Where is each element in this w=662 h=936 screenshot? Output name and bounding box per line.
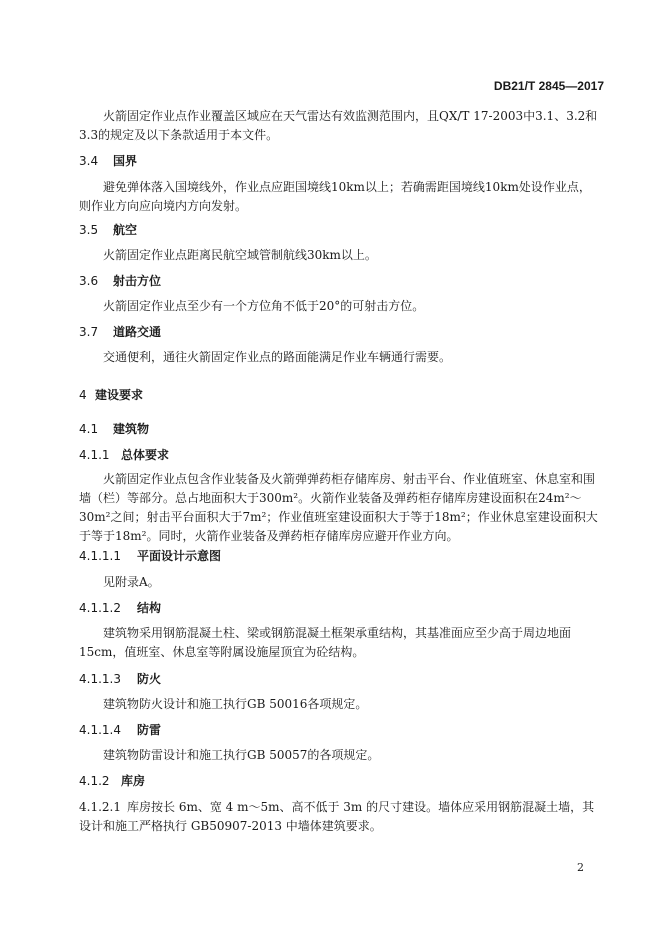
- section-4-1-1-body: 火箭固定作业点包含作业装备及火箭弹弹药柜存储库房、射击平台、作业值班室、休息室和围墙（栏）等部分。总占地面积大于300m²。火箭作业装备及弹药柜存储库房建设面积在24m²～30m²之间；射击平台面积大于7m²；作业值班室建设面积大于等于18m²；作业休息室建设面积大于等于18m²。同时，火箭作业装备及弹药柜存储库房应避开作业方向。: [79, 472, 598, 543]
- section-number: 3.6: [79, 274, 99, 288]
- section-title: 建筑物: [113, 422, 150, 436]
- section-title: 道路交通: [113, 325, 162, 339]
- section-4-1-1-3-heading: [79, 670, 161, 687]
- document-code: DB21/T 2845—2017: [493, 79, 604, 93]
- section-number: 4.1.2: [79, 774, 110, 788]
- section-3-5-heading: [79, 221, 137, 238]
- section-number: 3.5: [79, 223, 99, 237]
- section-3-6-heading: [79, 272, 161, 289]
- section-title: 平面设计示意图: [137, 549, 222, 563]
- section-3-6-body: 火箭固定作业点至少有一个方位角不低于20°的可射击方位。: [103, 299, 425, 313]
- section-4-1-1-2-heading: [79, 599, 161, 616]
- section-3-4-heading: [79, 152, 137, 169]
- section-number: 4.1.1.3: [79, 672, 121, 686]
- section-4-1-1-4-body: 建筑物防雷设计和施工执行GB 50057的各项规定。: [103, 748, 380, 762]
- section-title: 建设要求: [95, 388, 144, 402]
- section-number: 4.1.1.2: [79, 601, 121, 615]
- section-3-7-body: 交通便利，通往火箭固定作业点的路面能满足作业车辆通行需要。: [103, 350, 452, 364]
- section-3-5-body: 火箭固定作业点距离民航空域管制航线30km以上。: [103, 248, 377, 262]
- section-title: 结构: [137, 601, 162, 615]
- section-4-1-1-1-body: 见附录A。: [103, 575, 160, 589]
- section-title: 射击方位: [113, 274, 162, 288]
- section-title: 防雷: [137, 723, 162, 737]
- section-title: 库房: [121, 774, 146, 788]
- section-number: 4.1: [79, 422, 99, 436]
- section-4-1-1-2-body: 建筑物采用钢筋混凝土柱、梁或钢筋混凝土框架承重结构，其基准面应至少高于周边地面15cm，值班室、休息室等附属设施屋顶宜为砼结构。: [79, 626, 572, 659]
- intro-paragraph: 火箭固定作业点作业覆盖区域应在天气雷达有效监测范围内，且QX/T 17-2003中3.1、3.2和3.3的规定及以下条款适用于本文件。: [79, 109, 598, 142]
- section-title: 总体要求: [121, 448, 170, 462]
- section-4-1-1-3-body: 建筑物防火设计和施工执行GB 50016各项规定。: [103, 697, 368, 711]
- section-title: 国界: [113, 154, 138, 168]
- section-number: 4: [79, 388, 87, 402]
- section-number: 3.7: [79, 325, 99, 339]
- section-body: 库房按长 6m、宽 4 m～5m、高不低于 3m 的尺寸建设。墙体应采用钢筋混凝土墙，其设计和施工严格执行 GB50907-2013 中墙体建筑要求。: [79, 800, 595, 833]
- section-title: 防火: [137, 672, 162, 686]
- section-4-1-1-1-heading: [79, 547, 221, 564]
- section-4-1-1-heading: [79, 446, 169, 463]
- section-4-1-2-1-paragraph: [79, 798, 601, 836]
- section-3-7-heading: [79, 323, 161, 340]
- section-title: 航空: [113, 223, 138, 237]
- section-number: 4.1.1.4: [79, 723, 121, 737]
- section-number: 4.1.2.1: [79, 800, 121, 814]
- section-number: 3.4: [79, 154, 99, 168]
- page-number: 2: [577, 861, 584, 874]
- section-4-1-2-heading: [79, 772, 145, 789]
- section-number: 4.1.1.1: [79, 549, 121, 563]
- section-number: 4.1.1: [79, 448, 110, 462]
- section-3-4-body: 避免弹体落入国境线外，作业点应距国境线10km以上；若确需距国境线10km处设作业点，则作业方向应向境内方向发射。: [79, 180, 591, 213]
- section-4-1-1-4-heading: [79, 721, 161, 738]
- section-4-1-heading: [79, 420, 149, 437]
- section-4-heading: [79, 386, 143, 403]
